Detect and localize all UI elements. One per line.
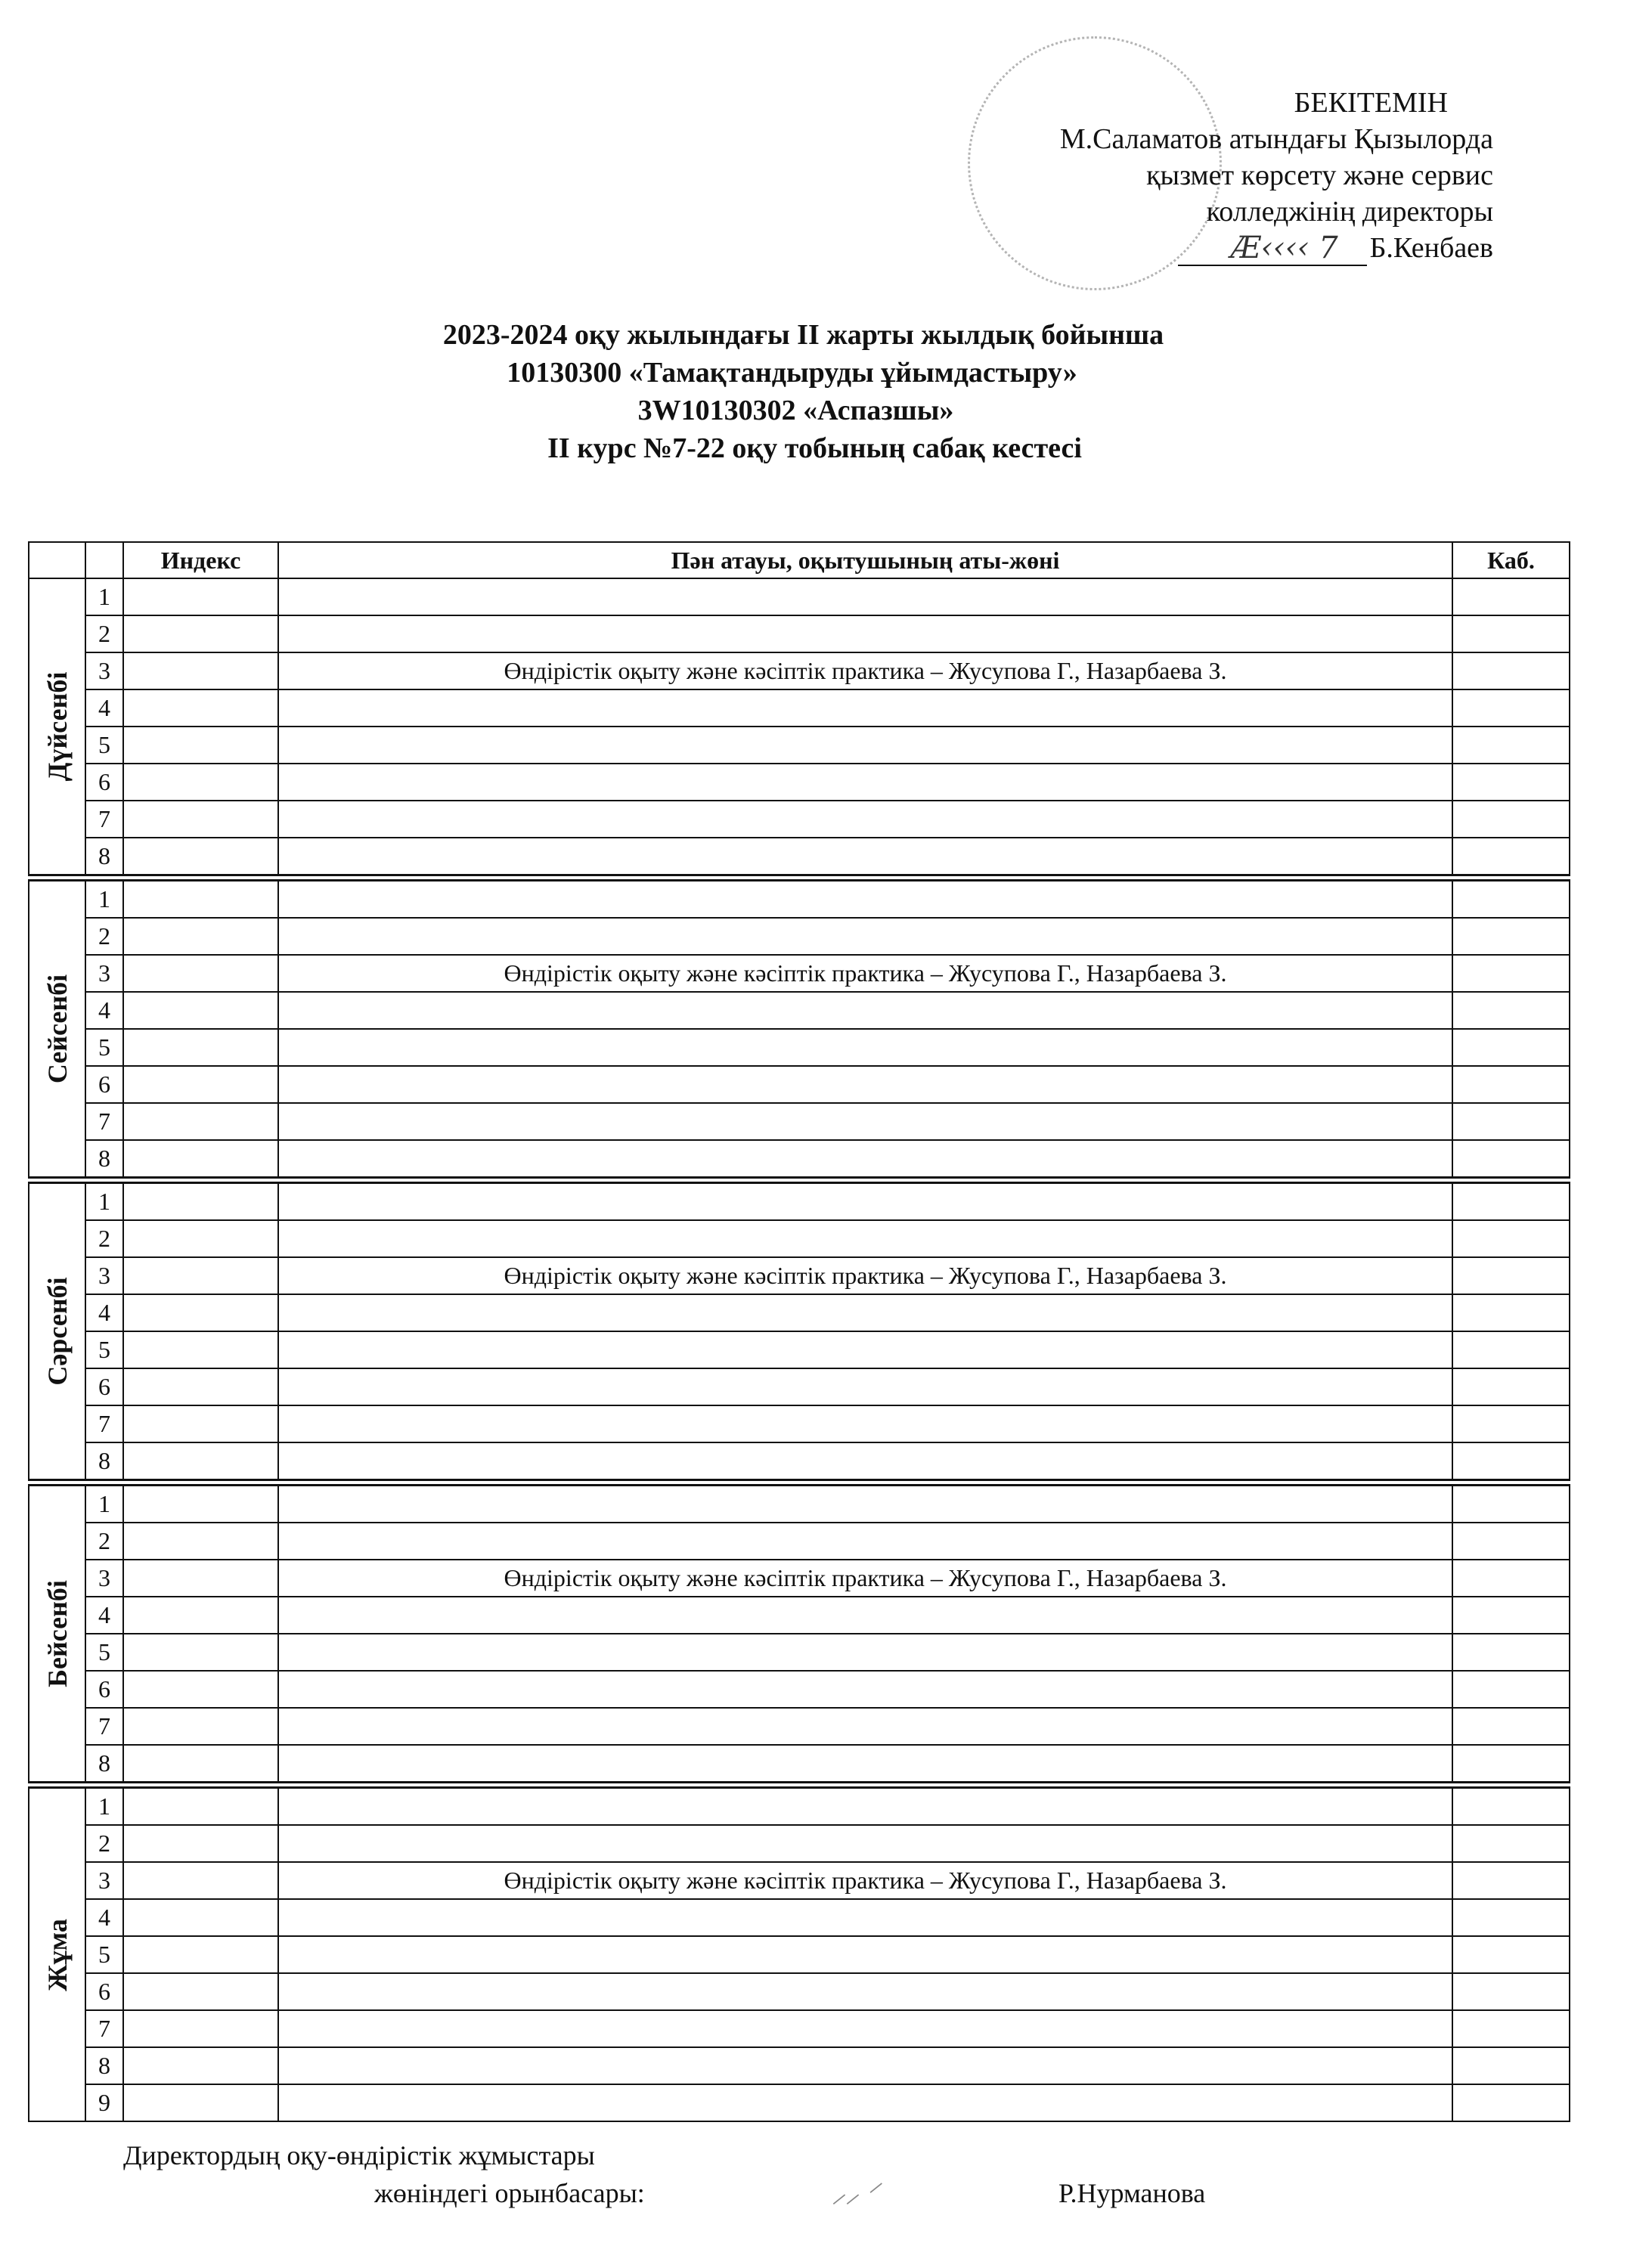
- room-cell: [1452, 1368, 1570, 1405]
- index-cell: [123, 918, 278, 955]
- table-row: [29, 1936, 1570, 1973]
- subject-cell: [278, 1825, 1452, 1862]
- index-cell: [123, 1331, 278, 1368]
- table-row: [29, 838, 1570, 878]
- lesson-number: 8: [85, 1745, 123, 1785]
- table-row: [29, 578, 1570, 615]
- header-day: [29, 542, 85, 578]
- table-row: [29, 1973, 1570, 2010]
- subject-cell: [278, 615, 1452, 652]
- index-cell: [123, 689, 278, 727]
- footer-position-line-2: жөніндегі орынбасары:: [374, 2178, 645, 2208]
- room-cell: [1452, 1523, 1570, 1560]
- header-room: Каб.: [1452, 542, 1570, 578]
- subject-cell: [278, 764, 1452, 801]
- index-cell: [123, 1936, 278, 1973]
- room-cell: [1452, 801, 1570, 838]
- table-row: [29, 764, 1570, 801]
- day-label: Бейсенбі: [42, 1580, 73, 1687]
- lesson-number: 5: [85, 1634, 123, 1671]
- day-cell: [29, 1785, 85, 2121]
- lesson-number: 5: [85, 1936, 123, 1973]
- lesson-number: 4: [85, 1597, 123, 1634]
- subject-cell: [278, 918, 1452, 955]
- table-row: [29, 955, 1570, 992]
- room-cell: [1452, 2084, 1570, 2121]
- lesson-number: 6: [85, 1066, 123, 1103]
- day-cell: [29, 1180, 85, 1483]
- subject-cell: Өндірістік оқыту және кәсіптік практика – Жусупова Г., Назарбаева З.: [278, 1257, 1452, 1294]
- subject-cell: [278, 1745, 1452, 1785]
- title-line-2: 10130300 «Тамақтандыруды ұйымдастыру»: [507, 357, 1077, 389]
- index-cell: [123, 1560, 278, 1597]
- subject-cell: [278, 1785, 1452, 1825]
- lesson-number: 3: [85, 1862, 123, 1899]
- table-row: [29, 1103, 1570, 1140]
- index-cell: [123, 764, 278, 801]
- room-cell: [1452, 1180, 1570, 1220]
- index-cell: [123, 578, 278, 615]
- day-cell: [29, 578, 85, 878]
- room-cell: [1452, 1862, 1570, 1899]
- header-subject: Пән атауы, оқытушының аты-жөні: [278, 542, 1452, 578]
- room-cell: [1452, 2010, 1570, 2047]
- subject-cell: [278, 2010, 1452, 2047]
- room-cell: [1452, 1899, 1570, 1936]
- index-cell: [123, 1862, 278, 1899]
- room-cell: [1452, 2047, 1570, 2084]
- index-cell: [123, 1745, 278, 1785]
- index-cell: [123, 1368, 278, 1405]
- index-cell: [123, 1523, 278, 1560]
- room-cell: [1452, 1745, 1570, 1785]
- lesson-number: 6: [85, 764, 123, 801]
- table-row: [29, 1785, 1570, 1825]
- room-cell: [1452, 838, 1570, 878]
- index-cell: [123, 1973, 278, 2010]
- subject-cell: [278, 1331, 1452, 1368]
- subject-cell: [278, 1708, 1452, 1745]
- approval-heading: БЕКІТЕМІН: [1294, 87, 1448, 119]
- room-cell: [1452, 1140, 1570, 1180]
- lesson-number: 2: [85, 918, 123, 955]
- table-row: [29, 615, 1570, 652]
- table-row: [29, 689, 1570, 727]
- table-row: [29, 1331, 1570, 1368]
- table-row: [29, 1523, 1570, 1560]
- approval-signer: Б.Кенбаев: [1369, 232, 1493, 264]
- index-cell: [123, 1029, 278, 1066]
- table-row: [29, 1029, 1570, 1066]
- table-row: [29, 1597, 1570, 1634]
- approval-signature-row: [1060, 230, 1493, 266]
- lesson-number: 4: [85, 689, 123, 727]
- index-cell: [123, 1294, 278, 1331]
- lesson-number: 2: [85, 1523, 123, 1560]
- lesson-number: 8: [85, 838, 123, 878]
- subject-cell: [278, 1523, 1452, 1560]
- room-cell: [1452, 878, 1570, 918]
- room-cell: [1452, 1825, 1570, 1862]
- room-cell: [1452, 1029, 1570, 1066]
- table-row: [29, 801, 1570, 838]
- table-row: [29, 1442, 1570, 1483]
- index-cell: [123, 1405, 278, 1442]
- day-label: Жұма: [42, 1918, 73, 1991]
- subject-cell: [278, 1368, 1452, 1405]
- room-cell: [1452, 689, 1570, 727]
- day-label: Сәрсенбі: [42, 1277, 73, 1386]
- table-row: [29, 1825, 1570, 1862]
- index-cell: [123, 955, 278, 992]
- lesson-number: 3: [85, 1257, 123, 1294]
- table-row: [29, 992, 1570, 1029]
- table-row: [29, 1140, 1570, 1180]
- subject-cell: Өндірістік оқыту және кәсіптік практика – Жусупова Г., Назарбаева З.: [278, 652, 1452, 689]
- subject-cell: [278, 1294, 1452, 1331]
- index-cell: [123, 652, 278, 689]
- lesson-number: 9: [85, 2084, 123, 2121]
- index-cell: [123, 1785, 278, 1825]
- index-cell: [123, 1597, 278, 1634]
- lesson-number: 2: [85, 1825, 123, 1862]
- document-title: [0, 316, 1652, 467]
- day-label: Дүйсенбі: [42, 671, 73, 782]
- subject-cell: [278, 727, 1452, 764]
- subject-cell: [278, 1899, 1452, 1936]
- index-cell: [123, 1671, 278, 1708]
- day-label: Сейсенбі: [42, 974, 73, 1084]
- subject-cell: [278, 1634, 1452, 1671]
- subject-cell: [278, 1597, 1452, 1634]
- table-row: [29, 1560, 1570, 1597]
- room-cell: [1452, 1103, 1570, 1140]
- lesson-number: 3: [85, 652, 123, 689]
- room-cell: [1452, 727, 1570, 764]
- subject-cell: [278, 1671, 1452, 1708]
- table-row: [29, 1368, 1570, 1405]
- table-row: [29, 1634, 1570, 1671]
- room-cell: [1452, 1560, 1570, 1597]
- index-cell: [123, 1899, 278, 1936]
- subject-cell: [278, 1973, 1452, 2010]
- table-row: [29, 1066, 1570, 1103]
- index-cell: [123, 1140, 278, 1180]
- room-cell: [1452, 1220, 1570, 1257]
- lesson-number: 8: [85, 1140, 123, 1180]
- subject-cell: Өндірістік оқыту және кәсіптік практика – Жусупова Г., Назарбаева З.: [278, 1862, 1452, 1899]
- subject-cell: [278, 1140, 1452, 1180]
- room-cell: [1452, 955, 1570, 992]
- lesson-number: 2: [85, 1220, 123, 1257]
- lesson-number: 1: [85, 878, 123, 918]
- lesson-number: 6: [85, 1973, 123, 2010]
- table-row: [29, 1483, 1570, 1523]
- room-cell: [1452, 1973, 1570, 2010]
- room-cell: [1452, 578, 1570, 615]
- index-cell: [123, 992, 278, 1029]
- deputy-signature: ⸝⸝ ⸍: [832, 2178, 879, 2208]
- lesson-number: 5: [85, 1029, 123, 1066]
- table-row: [29, 1899, 1570, 1936]
- title-line-1: 2023-2024 оқу жылындағы ІІ жарты жылдық бойынша: [442, 319, 1164, 351]
- schedule-body: [29, 578, 1570, 2121]
- approval-line: қызмет көрсету және сервис: [1146, 160, 1493, 191]
- lesson-number: 7: [85, 1405, 123, 1442]
- subject-cell: [278, 1483, 1452, 1523]
- subject-cell: [278, 1103, 1452, 1140]
- lesson-number: 5: [85, 727, 123, 764]
- lesson-number: 1: [85, 1180, 123, 1220]
- subject-cell: [278, 1029, 1452, 1066]
- subject-cell: [278, 689, 1452, 727]
- lesson-number: 5: [85, 1331, 123, 1368]
- lesson-number: 4: [85, 992, 123, 1029]
- table-row: [29, 1862, 1570, 1899]
- lesson-number: 4: [85, 1294, 123, 1331]
- subject-cell: [278, 1936, 1452, 1973]
- room-cell: [1452, 764, 1570, 801]
- room-cell: [1452, 1442, 1570, 1483]
- table-row: [29, 918, 1570, 955]
- subject-cell: [278, 2047, 1452, 2084]
- day-cell: [29, 878, 85, 1180]
- subject-cell: Өндірістік оқыту және кәсіптік практика – Жусупова Г., Назарбаева З.: [278, 955, 1452, 992]
- subject-cell: [278, 801, 1452, 838]
- index-cell: [123, 1066, 278, 1103]
- room-cell: [1452, 615, 1570, 652]
- index-cell: [123, 615, 278, 652]
- lesson-number: 8: [85, 1442, 123, 1483]
- lesson-number: 3: [85, 1560, 123, 1597]
- table-row: [29, 1294, 1570, 1331]
- table-row: [29, 878, 1570, 918]
- subject-cell: [278, 1442, 1452, 1483]
- lesson-number: 1: [85, 578, 123, 615]
- index-cell: [123, 1483, 278, 1523]
- index-cell: [123, 1257, 278, 1294]
- footer-name: Р.Нурманова: [1058, 2178, 1206, 2208]
- table-row: [29, 652, 1570, 689]
- table-header-row: [29, 542, 1570, 578]
- schedule-table: [28, 541, 1570, 2122]
- subject-cell: [278, 2084, 1452, 2121]
- index-cell: [123, 1180, 278, 1220]
- table-row: [29, 2047, 1570, 2084]
- subject-cell: [278, 1405, 1452, 1442]
- approval-line: М.Саламатов атындағы Қызылорда: [1059, 123, 1493, 155]
- table-row: [29, 727, 1570, 764]
- table-row: [29, 1745, 1570, 1785]
- index-cell: [123, 801, 278, 838]
- table-row: [29, 1220, 1570, 1257]
- room-cell: [1452, 1634, 1570, 1671]
- footer-position-line-1: Директордың оқу-өндірістік жұмыстары: [123, 2140, 595, 2170]
- day-cell: [29, 1483, 85, 1785]
- lesson-number: 3: [85, 955, 123, 992]
- subject-cell: [278, 1180, 1452, 1220]
- table-row: [29, 1257, 1570, 1294]
- index-cell: [123, 2047, 278, 2084]
- room-cell: [1452, 1066, 1570, 1103]
- room-cell: [1452, 1708, 1570, 1745]
- index-cell: [123, 2084, 278, 2121]
- lesson-number: 8: [85, 2047, 123, 2084]
- header-num: [85, 542, 123, 578]
- table-row: [29, 1671, 1570, 1708]
- index-cell: [123, 1220, 278, 1257]
- index-cell: [123, 878, 278, 918]
- room-cell: [1452, 1294, 1570, 1331]
- lesson-number: 1: [85, 1483, 123, 1523]
- table-row: [29, 2010, 1570, 2047]
- index-cell: [123, 2010, 278, 2047]
- lesson-number: 2: [85, 615, 123, 652]
- index-cell: [123, 1634, 278, 1671]
- room-cell: [1452, 1257, 1570, 1294]
- subject-cell: [278, 838, 1452, 878]
- room-cell: [1452, 1785, 1570, 1825]
- room-cell: [1452, 652, 1570, 689]
- approval-block: [1060, 85, 1493, 266]
- lesson-number: 7: [85, 1708, 123, 1745]
- index-cell: [123, 1442, 278, 1483]
- room-cell: [1452, 1331, 1570, 1368]
- title-line-3: 3W10130302 «Аспазшы»: [637, 395, 954, 426]
- table-row: [29, 1180, 1570, 1220]
- subject-cell: [278, 1066, 1452, 1103]
- lesson-number: 1: [85, 1785, 123, 1825]
- header-index: Индекс: [123, 542, 278, 578]
- room-cell: [1452, 1405, 1570, 1442]
- subject-cell: [278, 878, 1452, 918]
- index-cell: [123, 1103, 278, 1140]
- index-cell: [123, 727, 278, 764]
- lesson-number: 7: [85, 2010, 123, 2047]
- room-cell: [1452, 1671, 1570, 1708]
- table-row: [29, 1405, 1570, 1442]
- approval-line: колледжінің директоры: [1206, 196, 1493, 228]
- title-line-4: ІІ курс №7-22 оқу тобының сабақ кестесі: [547, 432, 1082, 464]
- signature-line: [1178, 231, 1367, 266]
- subject-cell: [278, 1220, 1452, 1257]
- table-row: [29, 1708, 1570, 1745]
- subject-cell: [278, 992, 1452, 1029]
- subject-cell: Өндірістік оқыту және кәсіптік практика – Жусупова Г., Назарбаева З.: [278, 1560, 1452, 1597]
- room-cell: [1452, 1936, 1570, 1973]
- room-cell: [1452, 992, 1570, 1029]
- subject-cell: [278, 578, 1452, 615]
- room-cell: [1452, 918, 1570, 955]
- lesson-number: 7: [85, 1103, 123, 1140]
- table-row: [29, 2084, 1570, 2121]
- lesson-number: 7: [85, 801, 123, 838]
- index-cell: [123, 838, 278, 878]
- director-signature: Ӕ‹‹‹‹ 7: [1230, 231, 1338, 265]
- index-cell: [123, 1708, 278, 1745]
- lesson-number: 6: [85, 1368, 123, 1405]
- room-cell: [1452, 1597, 1570, 1634]
- index-cell: [123, 1825, 278, 1862]
- lesson-number: 4: [85, 1899, 123, 1936]
- lesson-number: 6: [85, 1671, 123, 1708]
- room-cell: [1452, 1483, 1570, 1523]
